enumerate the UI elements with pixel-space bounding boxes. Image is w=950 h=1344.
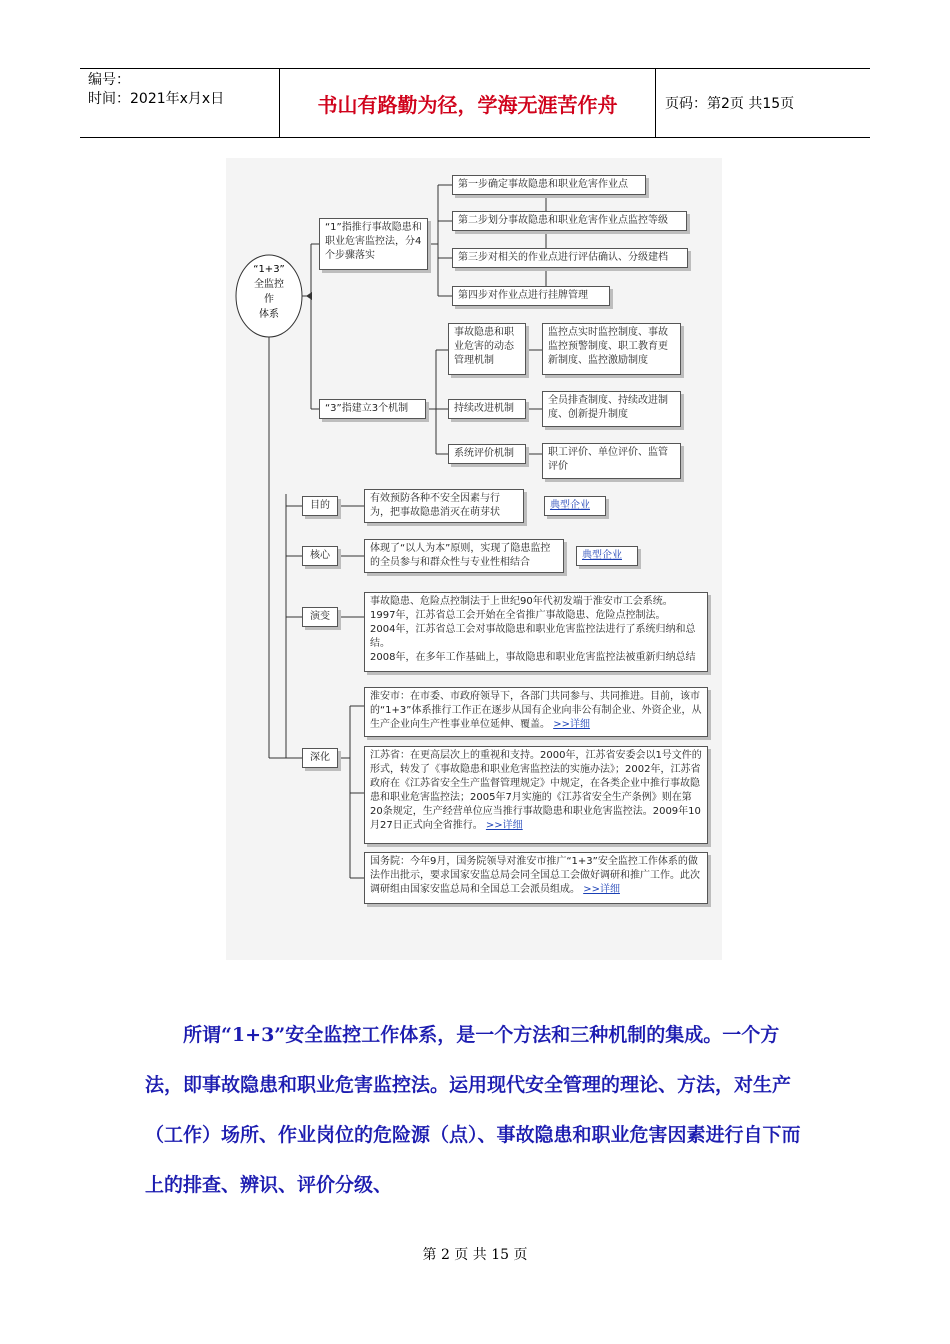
deepen-label: 深化 — [302, 748, 338, 768]
step-3-node: 第三步对相关的作业点进行评估确认、分级建档 — [452, 248, 688, 268]
document-number-label: 编号： — [88, 72, 130, 88]
mechanism-3-detail: 职工评价、单位评价、监管评价 — [542, 443, 681, 479]
system-diagram — [226, 158, 722, 960]
header-meta — [80, 69, 280, 137]
evolution-line: 2008年，在多年工作基础上，事故隐患和职业危害监控法被重新归纳总结 — [370, 652, 696, 663]
deepen-block-state-council — [364, 852, 708, 904]
purpose-link[interactable]: 典型企业 — [550, 500, 590, 511]
header-motto: 书山有路勤为径，学海无涯苦作舟 — [280, 69, 656, 137]
deepen-text: 江苏省：在更高层次上的重视和支持。2000年，江苏省安委会以1号文件的形式，转发了《事故隐患和职业危害监控法的实施办法》；2002年，江苏省政府在《江苏省安全生产监督管理规定》中规定，在各类企业中推行事故隐患和职业危害监控法；2005年7月实施的《江苏省安全生产条例》则在第20条规定，生产经营单位应当推行事故隐患和职业危害监控法。2009年10月27日正式向全省推行。 — [370, 750, 702, 831]
deepen-text: 国务院：今年9月，国务院领导对淮安市推广“1+3”安全监控工作体系的做法作出批示，要求国家安监总局会同全国总工会做好调研和推广工作。此次调研组由国家安监总局和全国总工会派员组成。 — [370, 856, 700, 895]
mechanism-2-detail: 全员排查制度、持续改进制度、创新提升制度 — [542, 391, 681, 427]
evolution-label: 演变 — [302, 607, 338, 627]
detail-link[interactable]: >>详细 — [553, 719, 590, 730]
mechanism-3-name: 系统评价机制 — [448, 444, 526, 464]
deepen-text: 淮安市：在市委、市政府领导下，各部门共同参与、共同推进。目前，该市的“1+3”体系推行工作正在逐步从国有企业向非公有制企业、外资企业，从生产企业向生产性事业单位延伸、覆盖。 — [370, 691, 702, 730]
purpose-link-box — [544, 496, 606, 516]
step-2-node: 第二步划分事故隐患和职业危害作业点监控等级 — [452, 211, 687, 231]
deepen-block-jiangsu — [364, 746, 708, 844]
purpose-text: 有效预防各种不安全因素与行为，把事故隐患消灭在萌芽状 — [364, 489, 524, 523]
mechanism-1-name: 事故隐患和职业危害的动态管理机制 — [448, 323, 526, 375]
mechanism-node: “3”指建立3个机制 — [319, 399, 426, 419]
evolution-line: 事故隐患、危险点控制法于上世纪90年代初发端于淮安市工会系统。 — [370, 596, 673, 607]
mechanism-2-name: 持续改进机制 — [448, 399, 526, 419]
core-text: 体现了“以人为本”原则，实现了隐患监控的全员参与和群众性与专业性相结合 — [364, 539, 564, 573]
step-1-node: 第一步确定事故隐患和职业危害作业点 — [452, 175, 646, 195]
body-paragraph — [145, 1010, 805, 1210]
core-label: 核心 — [302, 546, 338, 566]
document-date: 时间：2021年x月x日 — [88, 91, 225, 107]
purpose-label: 目的 — [302, 496, 338, 516]
mechanism-1-detail: 监控点实时监控制度、事故监控预警制度、职工教育更新制度、监控激励制度 — [542, 323, 681, 375]
page-footer: 第 2 页 共 15 页 — [422, 1247, 528, 1263]
page-header — [80, 68, 870, 138]
detail-link[interactable]: >>详细 — [583, 884, 620, 895]
detail-link[interactable]: >>详细 — [485, 820, 523, 831]
deepen-block-huaian — [364, 687, 708, 737]
header-page-number: 页码：第2页 共15页 — [665, 96, 795, 112]
core-link[interactable]: 典型企业 — [582, 550, 622, 561]
method-node: “1”指推行事故隐患和职业危害监控法，分4个步骤落实 — [319, 218, 428, 270]
evolution-line: 2004年，江苏省总工会对事故隐患和职业危害监控法进行了系统归纳和总结。 — [370, 624, 696, 649]
core-link-box — [576, 546, 638, 566]
evolution-text — [364, 592, 708, 672]
evolution-line: 1997年，江苏省总工会开始在全省推广事故隐患、危险点控制法。 — [370, 610, 666, 621]
root-node: “1+3” 全监控 作 体系 — [253, 264, 285, 320]
body-paragraph-text: 所谓“1+3”安全监控工作体系，是一个方法和三种机制的集成。一个方法，即事故隐患和职业危害监控法。运用现代安全管理的理论、方法，对生产（工作）场所、作业岗位的危险源（点）、事故隐患和职业危害因素进行自下而上的排查、辨识、评价分级、 — [145, 1024, 801, 1196]
step-4-node: 第四步对作业点进行挂牌管理 — [452, 286, 610, 306]
